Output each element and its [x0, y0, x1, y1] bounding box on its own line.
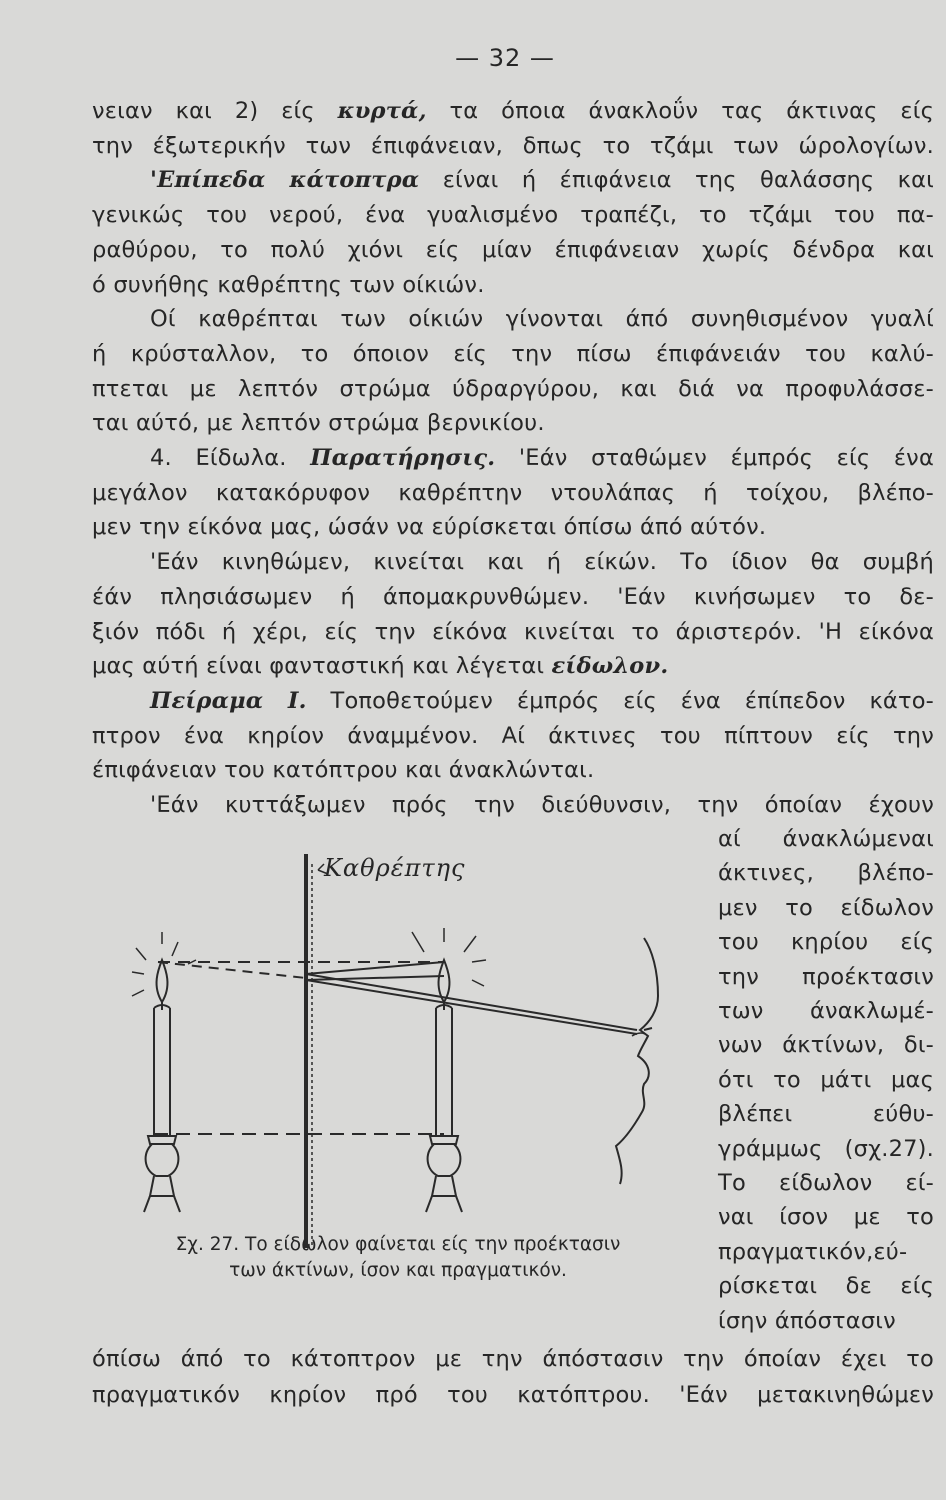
text-run: πτεται με λεπτόν στρώμα ύδραργύρου, και διά να προφυλάσσε-: [92, 375, 934, 402]
text-line: [92, 615, 934, 649]
text-line: [92, 129, 934, 163]
text-run: πτρον ένα κηρίον άναμμένον. Αί άκτινες του πίπτουν είς την: [92, 722, 934, 749]
column-line: μεν το είδωλον: [718, 894, 934, 921]
text-run: γενικώς του νερού, ένα γυαλισμένο τραπέζι, το τζάμι του πα-: [92, 202, 934, 229]
column-line: αί άνακλώμεναι: [718, 826, 934, 852]
text-run: Οί καθρέπται των οίκιών γίνονται άπό συνηθισμένον γυαλί: [150, 306, 934, 333]
page-number: — 32 —: [455, 44, 555, 72]
text-run: ται αύτό, με λεπτόν στρώμα βερνικίου.: [92, 410, 545, 437]
text-line: [92, 94, 934, 128]
text-run: μας αύτή είναι φανταστική και λέγεται: [92, 653, 552, 680]
text-run: πραγματικόν κηρίον πρό του κατόπτρου. 'Εάν μετακινηθώμεν: [92, 1382, 934, 1408]
text-run: είναι ή έπιφάνεια της θαλάσσης και: [419, 167, 934, 194]
column-line: ρίσκεται δε είς: [718, 1273, 934, 1300]
text-line: [92, 198, 934, 232]
figure-caption-line-1: Σχ. 27. Το είδωλον φαίνεται είς την προέκτασιν: [175, 1234, 621, 1255]
text-run: 'Εάν κινηθώμεν, κινείται και ή είκών. Το ίδιον θα συμβή: [150, 549, 934, 576]
candle-real: [412, 928, 486, 1212]
text-run: 'Εάν κυττάξωμεν πρός την διεύθυνσιν, την όποίαν έχουν: [150, 792, 934, 818]
text-line: [150, 788, 934, 822]
column-line: την προέκτασιν: [718, 963, 934, 990]
text-line: [92, 372, 934, 406]
ray-4: [306, 974, 637, 1030]
text-run: την έξωτερικήν των έπιφάνειαν, δπως το τζάμι των ώρολογίων.: [92, 132, 934, 159]
ray-1: [306, 962, 444, 974]
text-run: νειαν και 2) είς: [92, 98, 338, 124]
column-line: νων άκτίνων, δι-: [718, 1032, 934, 1059]
text-line: [150, 302, 934, 336]
text-run: ραθύρου, το πολύ χιόνι είς μίαν έπιφάνειαν χωρίς δένδρα και: [92, 236, 934, 263]
column-line: γράμμως (σχ.27).: [718, 1135, 934, 1162]
text-run: τα όποια άνακλοΰν τας άκτινας είς: [426, 98, 934, 124]
figure-caption-line-2: των άκτίνων, ίσον και πραγματικόν.: [229, 1260, 567, 1281]
text-line: [92, 337, 934, 371]
italic-term: είδωλον.: [551, 653, 669, 680]
text-line: [92, 649, 934, 683]
text-run: ό συνήθης καθρέπτης των οίκιών.: [92, 271, 485, 298]
mirror-label: Καθρέπτης: [324, 854, 466, 882]
column-line: ίσην άπόστασιν: [718, 1307, 896, 1334]
column-line: βλέπει εύθυ-: [718, 1101, 934, 1128]
text-line: [150, 684, 934, 718]
text-line: [92, 510, 934, 544]
text-run: έπιφάνειαν του κατόπτρου και άνακλώνται.: [92, 757, 595, 784]
text-line: [92, 580, 934, 614]
italic-term: 'Επίπεδα κάτοπτρα: [150, 167, 420, 194]
text-line: [150, 163, 934, 197]
column-line: άκτινες, βλέπο-: [718, 860, 934, 887]
column-line: του κηρίου είς: [718, 929, 934, 956]
italic-term: κυρτά,: [337, 98, 427, 124]
mirror-diagram: [92, 840, 692, 1270]
text-run: μεγάλον κατακόρυφον καθρέπτην ντουλάπας ή τοίχου, βλέπο-: [92, 479, 934, 506]
text-run: ξιόν πόδι ή χέρι, είς την είκόνα κινείται το άριστερόν. 'Η είκόνα: [92, 618, 934, 645]
face-profile: [616, 938, 658, 1184]
text-run: ή κρύσταλλον, το όποιον είς την πίσω έπιφάνειάν του καλύ-: [92, 340, 934, 367]
text-run: όπίσω άπό το κάτοπτρον με την άπόστασιν την όποίαν έχει το: [92, 1346, 934, 1372]
text-line: [92, 753, 934, 787]
text-line: [150, 545, 934, 579]
text-run: έάν πλησιάσωμεν ή άπομακρυνθώμεν. 'Εάν κινήσωμεν το δε-: [92, 583, 934, 610]
candle-image: [132, 932, 196, 1212]
text-line: [92, 1378, 934, 1412]
ray-3: [306, 980, 637, 1034]
text-line: [92, 719, 934, 753]
figure-27: [92, 840, 692, 1281]
text-run: 'Εάν σταθώμεν έμπρός είς ένα: [495, 445, 934, 471]
column-line: Το είδωλον εί-: [718, 1170, 934, 1196]
text-line: [150, 441, 934, 475]
italic-term: Πείραμα Ι.: [150, 687, 307, 714]
text-line: [92, 406, 934, 440]
text-line: [92, 476, 934, 510]
text-line: [92, 268, 934, 302]
column-line: των άνακλωμέ-: [718, 998, 934, 1024]
column-line: ναι ίσον με το: [718, 1204, 934, 1231]
text-line: [92, 1342, 934, 1376]
italic-term: Παρατήρησις.: [310, 445, 496, 471]
text-run: μεν την είκόνα μας, ώσάν να εύρίσκεται όπίσω άπό αύτόν.: [92, 514, 767, 541]
text-line: [92, 233, 934, 267]
column-line: ότι το μάτι μας: [718, 1066, 934, 1093]
virtual-ray-diag: [158, 962, 306, 978]
column-line: πραγματικόν,εύ-: [718, 1238, 908, 1265]
text-run: Τοποθετούμεν έμπρός είς ένα έπίπεδον κάτο-: [306, 687, 934, 714]
text-run: 4. Είδωλα.: [150, 445, 311, 471]
